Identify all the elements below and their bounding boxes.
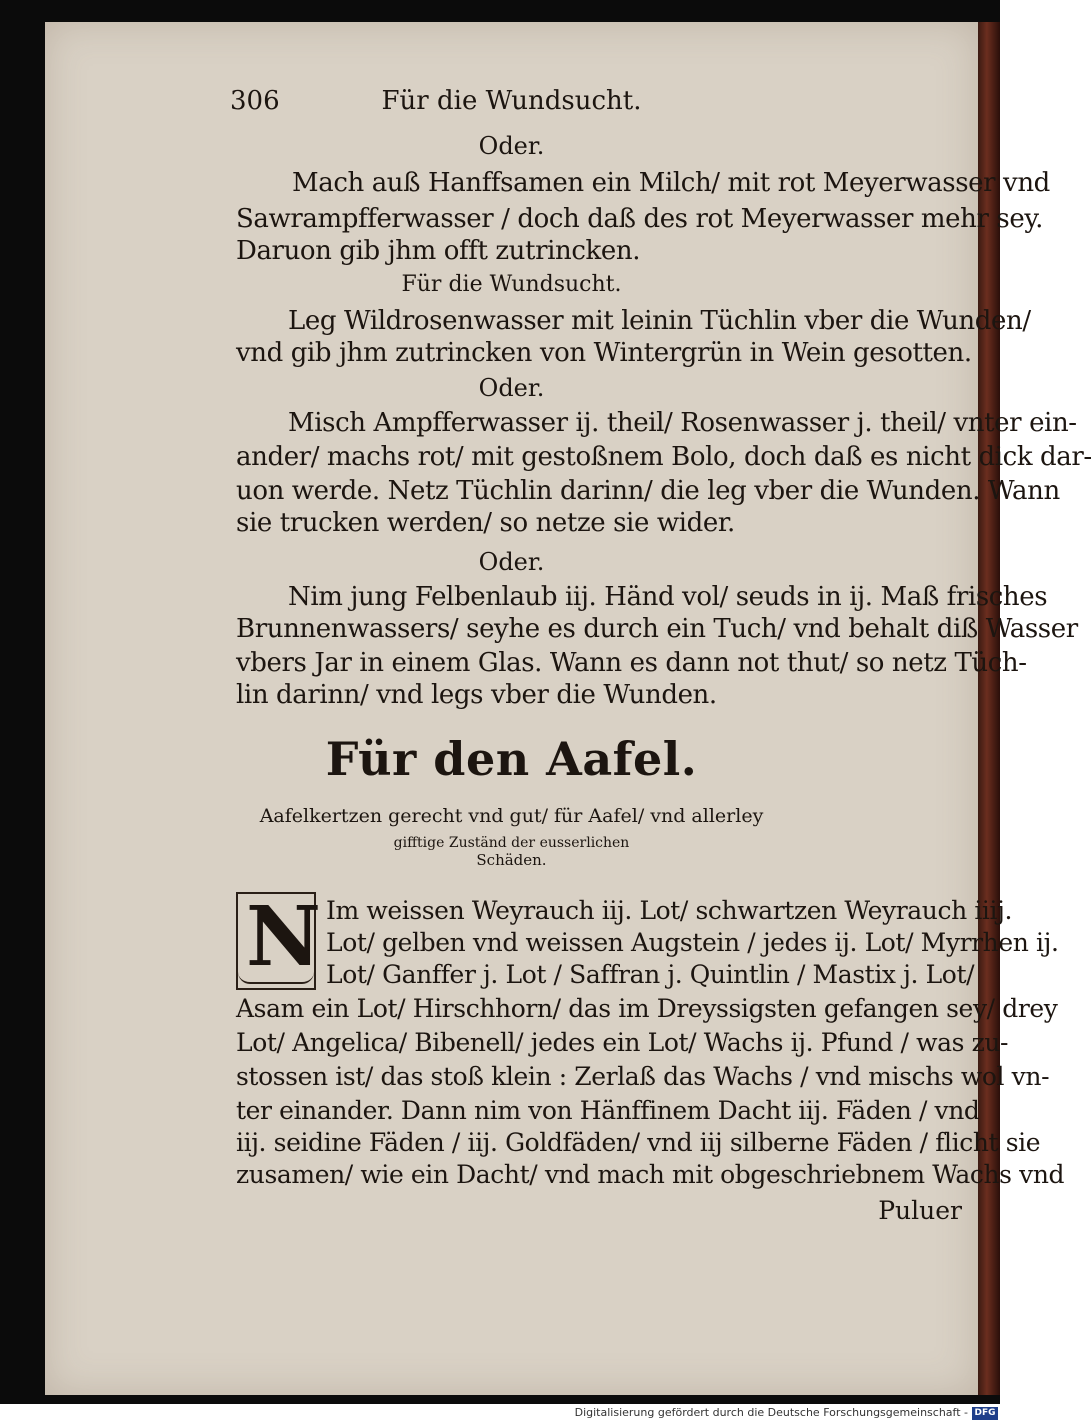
running-head: Für die Wundsucht. — [381, 86, 642, 116]
text-line: ter einander. Dann nim von Hänffinem Dacht iij. Fäden / vnd — [236, 1096, 980, 1125]
text-line: Leg Wildrosenwasser mit leinin Tüchlin vber die Wunden/ — [288, 306, 1031, 336]
chapter-heading: Für den Aafel. — [325, 732, 698, 786]
text-line: vnd gib jhm zutrincken von Wintergrün in Wein gesotten. — [236, 338, 972, 368]
text-line: Im weissen Weyrauch iij. Lot/ schwartzen Weyrauch iiij. — [326, 896, 1013, 925]
oder-label: Oder. — [478, 374, 545, 402]
text-line: Lot/ Ganffer j. Lot / Saffran j. Quintlin / Mastix j. Lot/ — [326, 960, 975, 989]
text-line: Daruon gib jhm offt zutrincken. — [236, 236, 641, 266]
text-line: zusamen/ wie ein Dacht/ vnd mach mit obgeschriebnem Wachs vnd — [236, 1160, 1065, 1189]
page-number: 306 — [230, 86, 280, 116]
text-line: stossen ist/ das stoß klein : Zerlaß das Wachs / vnd mischs wol vn- — [236, 1062, 1050, 1091]
text-line: Brunnenwassers/ seyhe es durch ein Tuch/ vnd behalt diß Wasser — [236, 614, 1078, 644]
text-line: ander/ machs rot/ mit gestoßnem Bolo, doch daß es nicht dick dar- — [236, 442, 1092, 472]
text-line: Mach auß Hanffsamen ein Milch/ mit rot Meyerwasser vnd — [292, 168, 1050, 198]
text-line: Asam ein Lot/ Hirschhorn/ das im Dreyssigsten gefangen sey/ drey — [236, 994, 1058, 1023]
text-line: vbers Jar in einem Glas. Wann es dann not thut/ so netz Tüch- — [236, 648, 1027, 678]
text-line: Nim jung Felbenlaub iij. Händ vol/ seuds in ij. Maß frisches — [288, 582, 1048, 612]
decorative-initial — [236, 889, 321, 990]
oder-label: Oder. — [478, 548, 545, 576]
initial-letter: N — [246, 889, 321, 985]
oder-label: Oder. — [478, 132, 545, 160]
section-title: Für die Wundsucht. — [401, 272, 622, 297]
text-line: lin darinn/ vnd legs vber die Wunden. — [236, 680, 717, 710]
footer-bar — [0, 1404, 1000, 1424]
chapter-subtitle: Aafelkertzen gerecht vnd gut/ für Aafel/ vnd allerley — [259, 805, 764, 827]
dfg-logo: DFG — [972, 1407, 998, 1420]
catchword: Puluer — [878, 1196, 962, 1225]
initial-flourish — [238, 972, 314, 984]
text-line: sie trucken werden/ so netze sie wider. — [236, 508, 735, 538]
text-line: Lot/ gelben vnd weissen Augstein / jedes ij. Lot/ Myrrhen ij. — [326, 928, 1059, 957]
text-line: iij. seidine Fäden / iij. Goldfäden/ vnd iij silberne Fäden / flicht sie — [236, 1128, 1041, 1157]
text-line: Lot/ Angelica/ Bibenell/ jedes ein Lot/ Wachs ij. Pfund / was zu- — [236, 1028, 1009, 1057]
funding-notice: Digitalisierung gefördert durch die Deutsche Forschungsgemeinschaft - — [574, 1406, 968, 1419]
chapter-subtitle: gifftige Zuständ der eusserlichen — [393, 835, 630, 851]
chapter-subtitle: Schäden. — [476, 851, 547, 869]
text-line: Misch Ampfferwasser ij. theil/ Rosenwasser j. theil/ vnter ein- — [288, 408, 1077, 438]
text-line: Sawrampfferwasser / doch daß des rot Meyerwasser mehr sey. — [236, 204, 1044, 234]
text-line: uon werde. Netz Tüchlin darinn/ die leg vber die Wunden. Wann — [236, 476, 1060, 506]
